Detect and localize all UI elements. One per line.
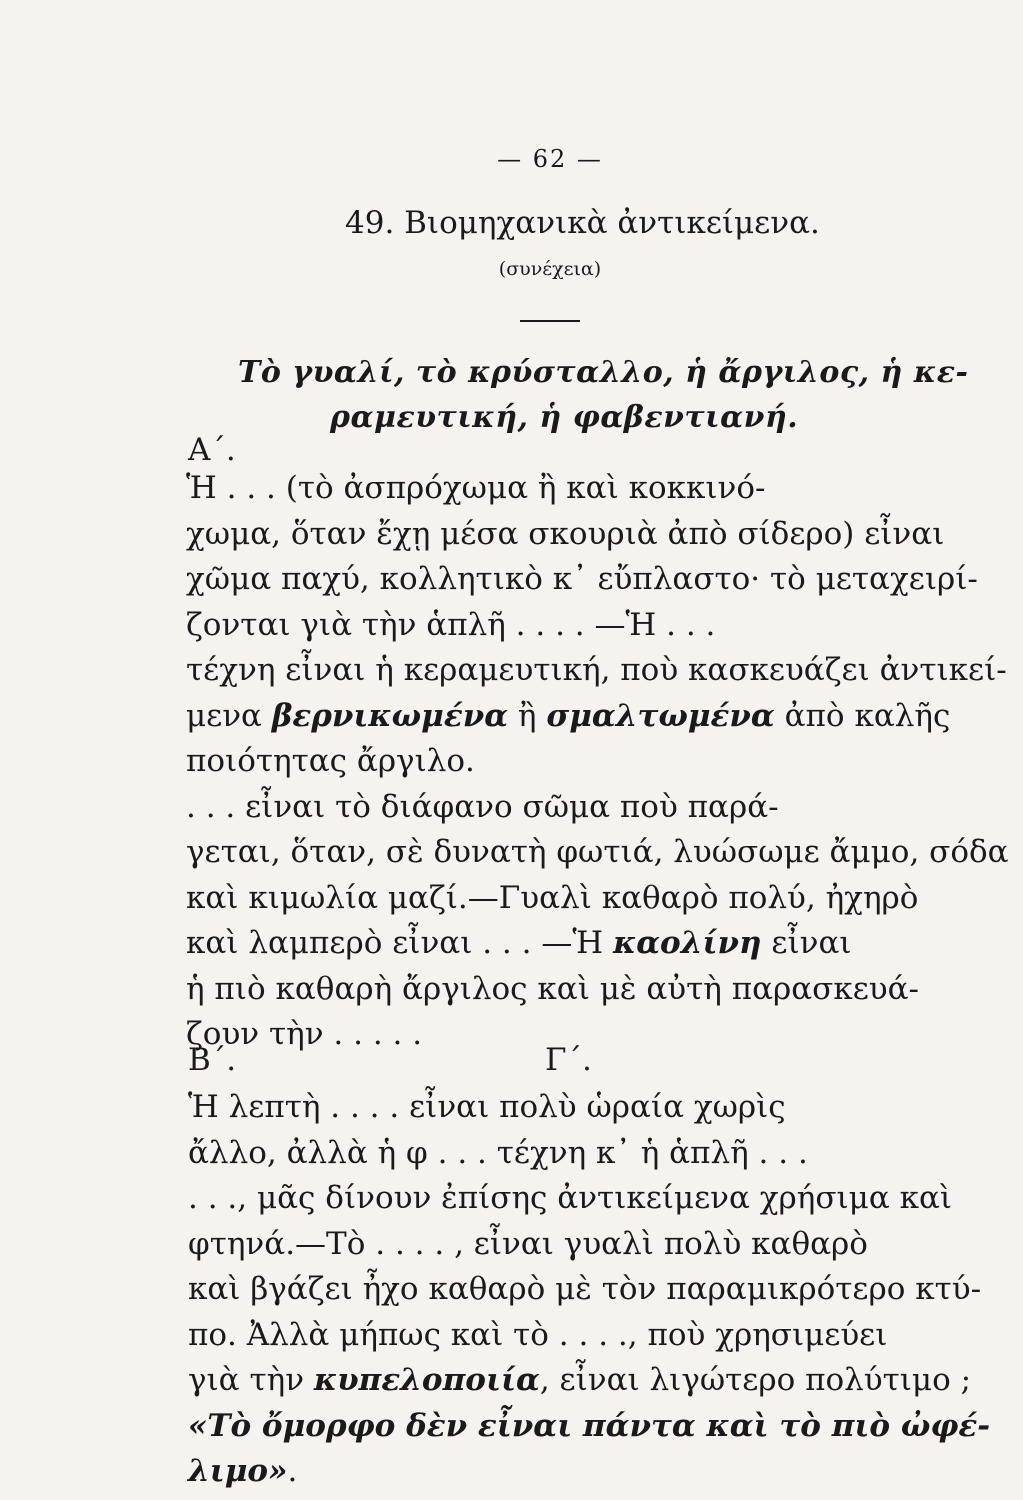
text-run: ζονται γιὰ τὴν ἁπλῆ . . . . —Ἡ . . .: [186, 606, 716, 643]
text-line: [186, 739, 946, 785]
text-run: Ἡ . . . (τὸ ἀσπρόχωμα ἢ καὶ κοκκινό-: [186, 470, 766, 506]
text-line: [186, 466, 946, 512]
text-run: τέχνη εἶναι ἡ κεραμευτική, ποὺ κασκευάζει ἀντικεί-: [186, 652, 1007, 688]
text-run: ποιότητας ἄργιλο.: [186, 743, 475, 779]
text-run: γιὰ τὴν: [188, 1362, 314, 1398]
divider-rule: [520, 320, 580, 322]
text-line: [186, 830, 1009, 876]
emphasized-term: «Τὸ ὄμορφο δὲν εἶναι πάντα καὶ τὸ πιὸ ὠφέ-: [188, 1407, 991, 1444]
text-run: μενα: [186, 697, 272, 734]
section-heading-line-1: Τὸ γυαλί, τὸ κρύσταλλο, ἡ ἄργιλος, ἡ κε-: [238, 355, 969, 390]
text-line: [186, 557, 978, 603]
emphasized-term: καολίνη: [612, 925, 762, 961]
text-run: ἀπὸ καλῆς: [774, 697, 951, 734]
text-line: [188, 1313, 948, 1359]
text-run: φτηνά.—Τὸ . . . . , εἶναι γυαλὶ πολὺ καθαρὸ: [188, 1225, 868, 1262]
text-run: Ἡ λεπτὴ . . . . εἶναι πολὺ ὡραία χωρὶς: [188, 1089, 786, 1125]
text-line: [186, 876, 946, 922]
text-line: [188, 1267, 982, 1313]
text-line: [188, 1085, 948, 1131]
text-line: [186, 694, 951, 740]
text-line: [188, 1222, 948, 1268]
text-run: . . . εἶναι τὸ διάφανο σῶμα ποὺ παρά-: [186, 788, 779, 825]
text-line: [188, 1449, 948, 1495]
text-line: [188, 1404, 991, 1450]
text-run: , εἶναι λιγώτερο πολύτιμο ;: [539, 1362, 972, 1398]
text-line: [188, 1358, 972, 1404]
section-bc-paragraph: [188, 1085, 991, 1495]
section-heading-line-2: ραμευτική, ἡ φαβεντιανή.: [330, 400, 799, 435]
section-marker-a: Α΄.: [188, 432, 236, 468]
section-marker-b: Β΄.: [188, 1042, 237, 1078]
text-line: [188, 1176, 953, 1222]
text-run: χῶμα παχύ, κολλητικὸ κ᾿ εὔπλαστο· τὸ μεταχειρί-: [186, 561, 978, 597]
text-run: . . ., μᾶς δίνουν ἐπίσης ἀντικείμενα χρήσιμα καὶ: [188, 1180, 953, 1216]
section-a-paragraph: [186, 466, 1009, 1058]
emphasized-term: σμαλτωμένα: [546, 697, 775, 734]
text-run: .: [287, 1453, 298, 1489]
continued-note: (συνέχεια): [498, 258, 602, 280]
emphasized-term: βερνικωμένα: [271, 697, 509, 734]
text-line: [186, 785, 946, 831]
section-marker-c: Γ΄.: [545, 1042, 592, 1078]
text-run: πο. Ἀλλὰ μήπως καὶ τὸ . . . ., ποὺ χρησιμεύει: [188, 1316, 888, 1353]
text-line: [186, 512, 946, 558]
text-line: [186, 967, 946, 1013]
text-line: [186, 921, 946, 967]
text-run: χωμα, ὅταν ἔχῃ μέσα σκουριὰ ἀπὸ σίδερο) εἶναι: [186, 515, 945, 552]
text-line: [186, 603, 946, 649]
text-run: καὶ λαμπερὸ εἶναι . . . —Ἡ: [186, 925, 613, 961]
text-line: [186, 648, 1007, 694]
emphasized-term: λιμο»: [188, 1453, 288, 1489]
page-number: — 62 —: [497, 145, 603, 173]
text-run: γεται, ὅταν, σὲ δυνατὴ φωτιά, λυώσωμε ἄμμο, σόδα: [186, 834, 1009, 870]
text-run: ἢ: [508, 697, 547, 734]
text-run: ἡ πιὸ καθαρὴ ἄργιλος καὶ μὲ αὐτὴ παρασκευά-: [186, 970, 920, 1007]
lesson-title: 49. Βιομηχανικὰ ἀντικείμενα.: [345, 205, 820, 241]
text-line: [188, 1131, 948, 1177]
text-run: καὶ βγάζει ἦχο καθαρὸ μὲ τὸν παραμικρότερο κτύ-: [188, 1271, 982, 1307]
text-run: εἶναι: [761, 925, 852, 961]
emphasized-term: κυπελοποιία: [313, 1362, 540, 1398]
text-run: ἄλλο, ἀλλὰ ἡ φ . . . τέχνη κ᾿ ἡ ἁπλῆ . . .: [188, 1134, 808, 1171]
text-run: ζουν τὴν . . . . .: [186, 1016, 423, 1052]
text-run: καὶ κιμωλία μαζί.—Γυαλὶ καθαρὸ πολύ, ἠχηρὸ: [186, 879, 919, 916]
